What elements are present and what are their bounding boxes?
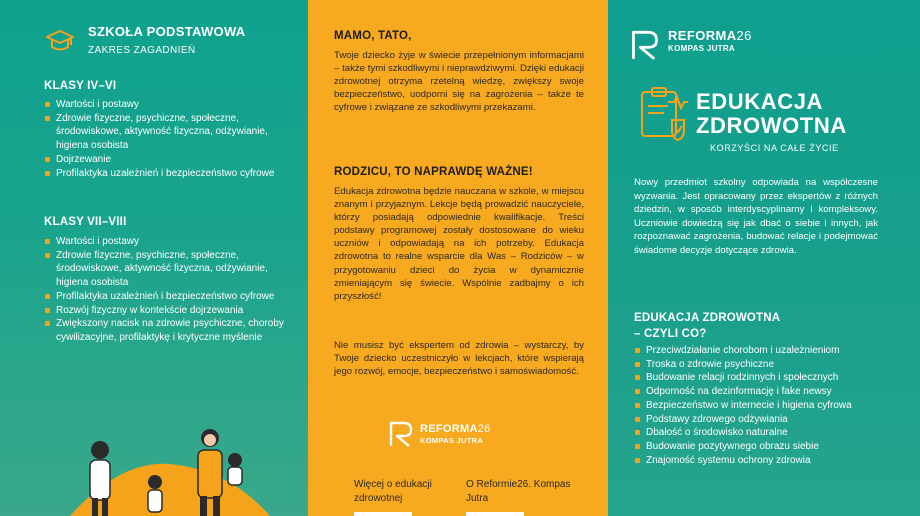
list-item: Zdrowie fizyczne, psychiczne, społeczne, środowiskowe, aktywność fizyczna, odżywianie, higiena osobista — [44, 112, 294, 153]
logo-brand: REFORMA26 — [668, 28, 752, 43]
logo-brand: REFORMA26 — [420, 423, 491, 435]
list-item: Wartości i postawy — [44, 98, 294, 112]
school-header — [44, 24, 245, 58]
list-item: Wartości i postawy — [44, 235, 294, 249]
list-item: Dbałość o środowisko naturalne — [634, 426, 894, 440]
paragraph-expert: Nie musisz być ekspertem od zdrowia – wystarczy, by Twoje dziecko uczestniczyło w lekcjach, które wspierają jego rozwój, emocje, bezpieczeństwo i samoświadomość. — [334, 340, 584, 378]
grades-7-8-list — [44, 235, 294, 345]
list-item: Zdrowie fizyczne, psychiczne, społeczne, środowiskowe, aktywność fizyczna, odżywianie, higiena osobista — [44, 249, 294, 290]
qr-code[interactable] — [354, 512, 412, 516]
school-header-title: SZKOŁA PODSTAWOWA — [88, 24, 246, 39]
list-item: Profilaktyka uzależnień i bezpieczeństwo cyfrowe — [44, 290, 294, 304]
section-title-grades-7-8: KLASY VII–VIII — [44, 216, 127, 228]
school-header-subtitle: ZAKRES ZAGADNIEŃ — [88, 45, 196, 56]
list-item: Znajomość systemu ochrony zdrowia — [634, 454, 894, 468]
right-panel — [608, 0, 920, 516]
health-clipboard-icon — [638, 86, 690, 142]
reforma-logo-middle — [388, 420, 491, 448]
intro-paragraph: Nowy przedmiot szkolny odpowiada na współczesne wyzwania. Jest opracowany przez ekspertów z różnych dziedzin, w sposób interdyscyplinarny i kompleksowy. Uczniowie dowiedzą się jak dbać o siebie i innych, jak rozpoznawać zagrożenia, budować relacje i podejmować świadome decyzje dotyczące zdrowia. — [634, 177, 878, 256]
reforma-logo-icon — [388, 420, 414, 448]
list-item: Dojrzewanie — [44, 153, 294, 167]
heading-mamo-tato: MAMO, TATO, — [334, 30, 412, 42]
list-item: Troska o zdrowie psychiczne — [634, 358, 894, 372]
list-item: Podstawy zdrowego odżywiania — [634, 413, 894, 427]
benefits-list — [634, 344, 894, 467]
qr-code[interactable] — [466, 512, 524, 516]
list-item: Profilaktyka uzależnień i bezpieczeństwo cyfrowe — [44, 167, 294, 181]
reforma-logo-right — [630, 28, 752, 62]
link-reforma[interactable]: O Reformie26. Kompas Jutra — [466, 479, 571, 504]
page-title: EDUKACJA ZDROWOTNA — [696, 89, 847, 138]
list-item: Rozwój fizyczny w kontekście dojrzewania — [44, 304, 294, 318]
family-illustration — [60, 420, 270, 516]
link-health-education[interactable]: Więcej o edukacji zdrowotnej — [354, 479, 432, 504]
paragraph-intro: Twoje dziecko żyje w świecie przepełnionym informacjami – także tymi szkodliwymi i nieprawdziwymi. Dzięki edukacji zdrowotnej otrzyma rzetelną wiedzę, zwiększy swoje bezpieczeństwo, uodporni się na zagrożenia – także te cyfrowe i związane ze szkodliwymi przekazami. — [334, 50, 584, 114]
left-panel — [0, 0, 308, 516]
list-item: Budowanie pozytywnego obrazu siebie — [634, 440, 894, 454]
logo-subtitle: KOMPAS JUTRA — [420, 436, 484, 445]
grades-4-6-list — [44, 98, 294, 180]
paragraph-school: Edukacja zdrowotna będzie nauczana w szkole, w miejscu znanym i przyjaznym. Lekcje będą prowadzić nauczyciele, którzy posiadają odpowiednie kwalifikacje. Treści podstawy programowej zostały dostosowane do wieku uczniów i odpowiadają na ich potrzeby. Edukacja zdrowotna to realne wsparcie dla Was – Rodziców – w przygotowaniu dzieci do życia w dynamicznie zmieniającym się świecie. Wspólnie zadbajmy o ich przyszłość! — [334, 186, 584, 302]
graduation-cap-icon — [44, 26, 76, 58]
list-item: Bezpieczeństwo w internecie i higiena cyfrowa — [634, 399, 894, 413]
section-title-what: EDUKACJA ZDROWOTNA – CZYLI CO? — [634, 312, 781, 340]
list-item: Przeciwdziałanie chorobom i uzależnieniom — [634, 344, 894, 358]
middle-panel — [308, 0, 608, 516]
logo-subtitle: KOMPAS JUTRA — [668, 44, 736, 53]
page-subtitle: KORZYŚCI NA CAŁE ŻYCIE — [710, 143, 839, 153]
section-title-grades-4-6: KLASY IV–VI — [44, 80, 117, 92]
reforma-logo-icon — [630, 28, 660, 62]
list-item: Zwiększony nacisk na zdrowie psychiczne, choroby cywilizacyjne, profilaktykę i krytyczne myślenie — [44, 317, 294, 344]
list-item: Odporność na dezinformację i fake newsy — [634, 385, 894, 399]
list-item: Budowanie relacji rodzinnych i społecznych — [634, 371, 894, 385]
heading-important: RODZICU, TO NAPRAWDĘ WAŻNE! — [334, 166, 533, 178]
